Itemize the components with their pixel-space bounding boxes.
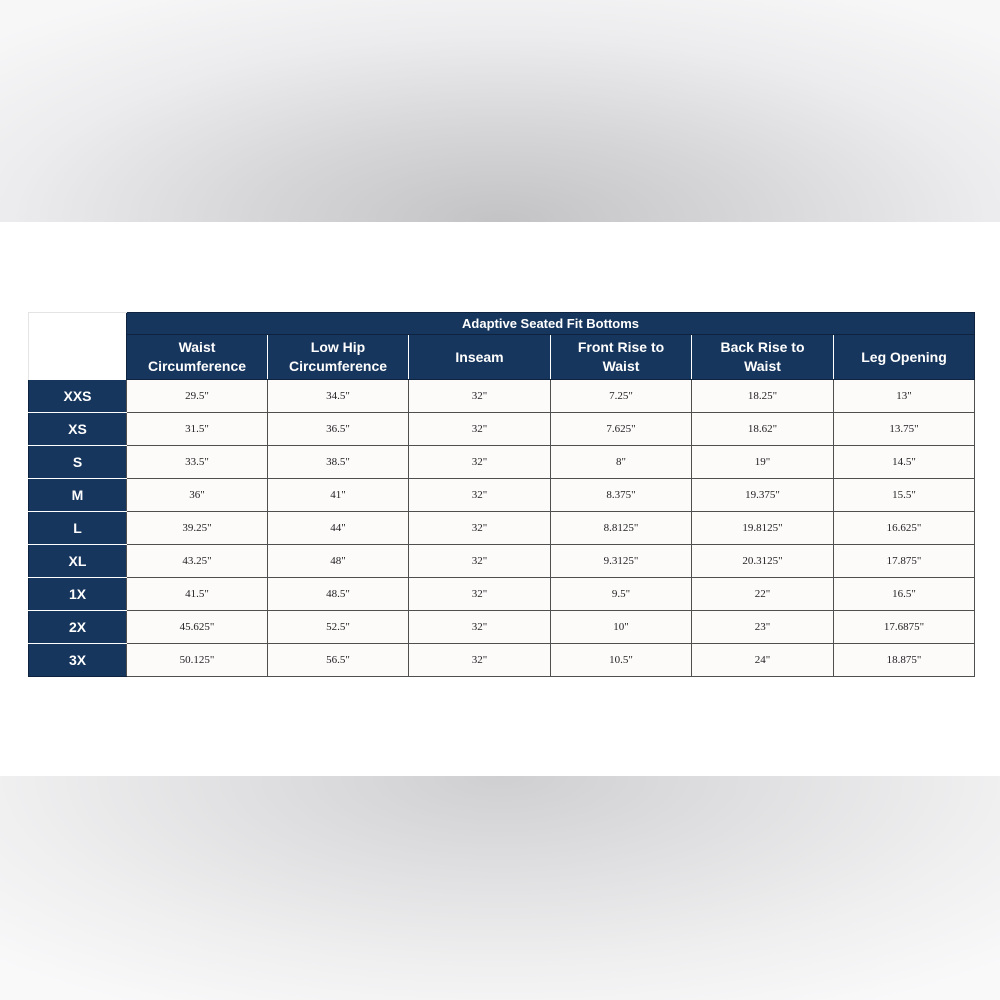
title-row: [29, 313, 975, 335]
measurement-cell: 41": [268, 479, 409, 512]
column-header-line2: Waist: [602, 358, 640, 374]
measurement-cell: 36": [127, 479, 268, 512]
measurement-cell: 48.5": [268, 578, 409, 611]
measurement-cell: 19.375": [692, 479, 834, 512]
measurement-cell: 18.62": [692, 413, 834, 446]
measurement-cell: 32": [409, 578, 551, 611]
measurement-cell: 50.125": [127, 644, 268, 677]
measurement-cell: 56.5": [268, 644, 409, 677]
measurement-cell: 20.3125": [692, 545, 834, 578]
measurement-cell: 14.5": [834, 446, 975, 479]
measurement-cell: 45.625": [127, 611, 268, 644]
top-gray-band: [0, 0, 1000, 222]
column-header: [551, 335, 692, 380]
measurement-cell: 7.625": [551, 413, 692, 446]
measurement-cell: 23": [692, 611, 834, 644]
size-chart-sheet: [0, 222, 1000, 776]
size-chart-table: [28, 312, 975, 677]
column-header-line1: Back Rise to: [720, 339, 805, 355]
column-header-row: [29, 335, 975, 380]
table-row: [29, 446, 975, 479]
measurement-cell: 34.5": [268, 380, 409, 413]
column-header: [127, 335, 268, 380]
column-header-line1: Inseam: [455, 348, 504, 365]
measurement-cell: 16.625": [834, 512, 975, 545]
column-header: [268, 335, 409, 380]
size-label: XXS: [29, 380, 127, 413]
measurement-cell: 13.75": [834, 413, 975, 446]
measurement-cell: 36.5": [268, 413, 409, 446]
column-header-line1: Low Hip: [310, 339, 366, 355]
measurement-cell: 33.5": [127, 446, 268, 479]
measurement-cell: 43.25": [127, 545, 268, 578]
table-row: [29, 578, 975, 611]
table-row: [29, 545, 975, 578]
bottom-gray-band: [0, 776, 1000, 1000]
column-header-line2: Circumference: [147, 358, 247, 374]
measurement-cell: 19": [692, 446, 834, 479]
corner-cell: [29, 313, 127, 380]
measurement-cell: 24": [692, 644, 834, 677]
column-header: [692, 335, 834, 380]
measurement-cell: 32": [409, 644, 551, 677]
size-label: 3X: [29, 644, 127, 677]
measurement-cell: 44": [268, 512, 409, 545]
measurement-cell: 15.5": [834, 479, 975, 512]
measurement-cell: 10.5": [551, 644, 692, 677]
measurement-cell: 31.5": [127, 413, 268, 446]
size-label: 1X: [29, 578, 127, 611]
measurement-cell: 17.6875": [834, 611, 975, 644]
measurement-cell: 52.5": [268, 611, 409, 644]
measurement-cell: 16.5": [834, 578, 975, 611]
measurement-cell: 9.3125": [551, 545, 692, 578]
measurement-cell: 32": [409, 446, 551, 479]
measurement-cell: 13": [834, 380, 975, 413]
measurement-cell: 48": [268, 545, 409, 578]
column-header-line1: Leg Opening: [861, 348, 947, 365]
measurement-cell: 32": [409, 479, 551, 512]
table-row: [29, 512, 975, 545]
measurement-cell: 8": [551, 446, 692, 479]
column-header: [834, 335, 975, 380]
column-header-line1: Waist: [178, 339, 216, 355]
column-header-line2: Circumference: [288, 358, 388, 374]
measurement-cell: 22": [692, 578, 834, 611]
table-row: [29, 380, 975, 413]
measurement-cell: 18.25": [692, 380, 834, 413]
measurement-cell: 29.5": [127, 380, 268, 413]
measurement-cell: 32": [409, 611, 551, 644]
size-label: L: [29, 512, 127, 545]
size-label: 2X: [29, 611, 127, 644]
size-rows: [29, 380, 975, 677]
table-row: [29, 644, 975, 677]
table-row: [29, 413, 975, 446]
measurement-cell: 7.25": [551, 380, 692, 413]
measurement-cell: 18.875": [834, 644, 975, 677]
size-label: XS: [29, 413, 127, 446]
size-label: XL: [29, 545, 127, 578]
column-header: [409, 335, 551, 380]
measurement-cell: 32": [409, 380, 551, 413]
measurement-cell: 8.375": [551, 479, 692, 512]
table-row: [29, 479, 975, 512]
measurement-cell: 32": [409, 413, 551, 446]
measurement-cell: 8.8125": [551, 512, 692, 545]
size-label: S: [29, 446, 127, 479]
column-header-line1: Front Rise to: [577, 339, 665, 355]
chart-title: Adaptive Seated Fit Bottoms: [127, 313, 975, 335]
measurement-cell: 10": [551, 611, 692, 644]
column-header-line2: Waist: [744, 358, 781, 374]
measurement-cell: 9.5": [551, 578, 692, 611]
table-row: [29, 611, 975, 644]
measurement-cell: 32": [409, 545, 551, 578]
measurement-cell: 19.8125": [692, 512, 834, 545]
measurement-cell: 32": [409, 512, 551, 545]
measurement-cell: 38.5": [268, 446, 409, 479]
measurement-cell: 17.875": [834, 545, 975, 578]
measurement-cell: 39.25": [127, 512, 268, 545]
size-label: M: [29, 479, 127, 512]
measurement-cell: 41.5": [127, 578, 268, 611]
